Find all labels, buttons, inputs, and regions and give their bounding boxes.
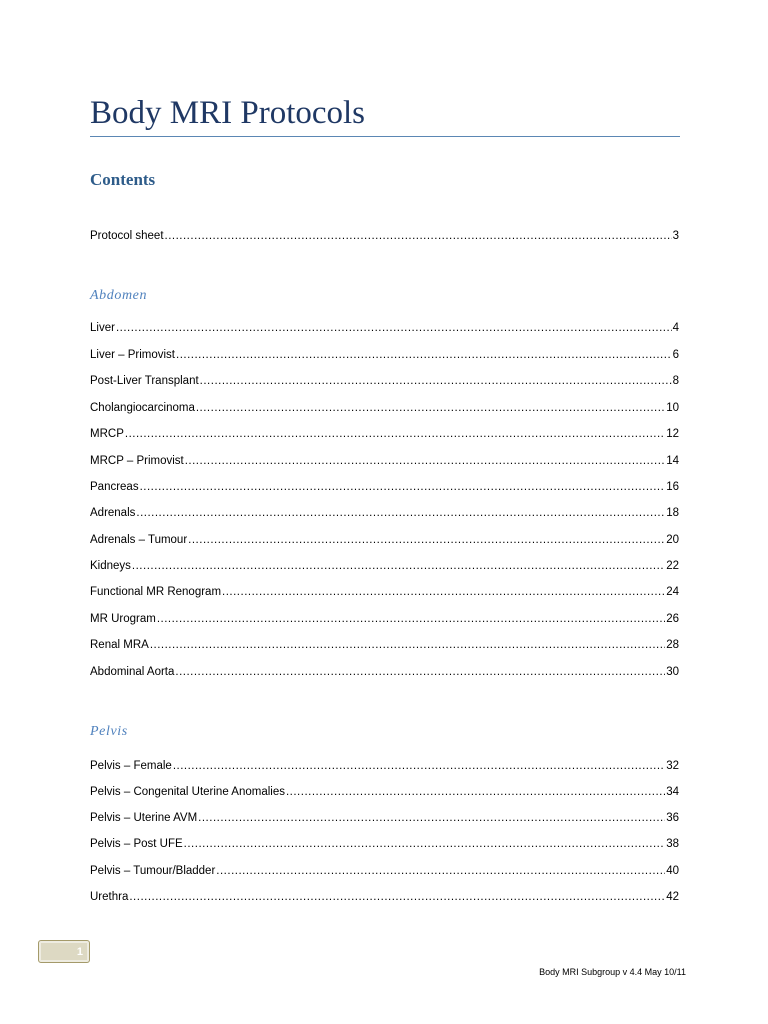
toc-entry-protocol-sheet[interactable] — [90, 228, 679, 244]
toc-entry-kidneys[interactable] — [90, 558, 679, 574]
toc-leader-dots — [176, 347, 672, 363]
toc-leader-dots — [173, 758, 665, 774]
document-title: Body MRI Protocols — [90, 95, 366, 131]
toc-entry-label: Liver — [90, 322, 115, 334]
toc-entry-pelvis-uterine-avm[interactable] — [90, 810, 679, 826]
toc-entry-label: Pancreas — [90, 481, 139, 493]
toc-page-number: 12 — [666, 428, 679, 440]
toc-entry-label: Pelvis – Post UFE — [90, 838, 183, 850]
toc-page-number: 32 — [666, 760, 679, 772]
toc-leader-dots — [140, 479, 666, 495]
section-heading-pelvis: Pelvis — [90, 724, 128, 739]
toc-entry-cholangiocarcinoma[interactable] — [90, 400, 679, 416]
toc-page-number: 26 — [666, 613, 679, 625]
toc-leader-dots — [132, 558, 665, 574]
toc-leader-dots — [157, 611, 665, 627]
toc-entry-liver[interactable] — [90, 320, 679, 336]
toc-entry-label: Liver – Primovist — [90, 349, 175, 361]
toc-page-number: 24 — [666, 586, 679, 598]
toc-entry-post-liver-transplant[interactable] — [90, 373, 679, 389]
toc-page-number: 42 — [666, 891, 679, 903]
toc-entry-adrenals[interactable] — [90, 505, 679, 521]
toc-leader-dots — [216, 863, 665, 879]
toc-entry-label: Protocol sheet — [90, 230, 164, 242]
toc-page-number: 34 — [666, 786, 679, 798]
toc-entry-label: MR Urogram — [90, 613, 156, 625]
toc-page-number: 28 — [666, 639, 679, 651]
toc-leader-dots — [136, 505, 665, 521]
toc-leader-dots — [222, 584, 665, 600]
toc-entry-pelvis-tumour-bladder[interactable] — [90, 863, 679, 879]
page-number: 1 — [76, 945, 83, 958]
toc-page-number: 40 — [666, 865, 679, 877]
toc-leader-dots — [150, 637, 665, 653]
toc-page-number: 20 — [666, 534, 679, 546]
footer-version-text: Body MRI Subgroup v 4.4 May 10/11 — [539, 967, 686, 977]
toc-entry-label: Post-Liver Transplant — [90, 375, 199, 387]
toc-entry-label: Kidneys — [90, 560, 131, 572]
toc-entry-pelvis-female[interactable] — [90, 758, 679, 774]
toc-leader-dots — [185, 453, 665, 469]
toc-leader-dots — [198, 810, 665, 826]
toc-entry-label: Cholangiocarcinoma — [90, 402, 195, 414]
toc-leader-dots — [286, 784, 665, 800]
toc-leader-dots — [165, 228, 672, 244]
toc-entry-label: MRCP — [90, 428, 124, 440]
toc-entry-label: Adrenals – Tumour — [90, 534, 188, 546]
toc-entry-liver-primovist[interactable] — [90, 347, 679, 363]
toc-entry-label: Abdominal Aorta — [90, 666, 175, 678]
toc-leader-dots — [200, 373, 672, 389]
toc-page-number: 16 — [666, 481, 679, 493]
toc-entry-mrcp[interactable] — [90, 426, 679, 442]
toc-entry-label: Pelvis – Congenital Uterine Anomalies — [90, 786, 285, 798]
toc-page-number: 18 — [666, 507, 679, 519]
toc-entry-functional-mr-renogram[interactable] — [90, 584, 679, 600]
toc-leader-dots — [196, 400, 665, 416]
toc-page-number: 38 — [666, 838, 679, 850]
toc-page-number: 6 — [672, 349, 679, 361]
toc-page-number: 10 — [666, 402, 679, 414]
toc-entry-abdominal-aorta[interactable] — [90, 664, 679, 680]
toc-entry-label: Functional MR Renogram — [90, 586, 222, 598]
toc-page-number: 3 — [672, 230, 679, 242]
toc-entry-label: Pelvis – Uterine AVM — [90, 812, 198, 824]
toc-leader-dots — [188, 532, 665, 548]
section-heading-abdomen: Abdomen — [90, 288, 148, 303]
toc-leader-dots — [116, 320, 672, 336]
toc-entry-pelvis-congenital-uterine-anomalies[interactable] — [90, 784, 679, 800]
toc-page-number: 14 — [666, 455, 679, 467]
toc-leader-dots — [129, 889, 665, 905]
toc-entry-label: Renal MRA — [90, 639, 149, 651]
toc-page-number: 4 — [672, 322, 679, 334]
toc-entry-adrenals-tumour[interactable] — [90, 532, 679, 548]
contents-heading: Contents — [90, 170, 156, 189]
toc-entry-pelvis-post-ufe[interactable] — [90, 836, 679, 852]
toc-entry-pancreas[interactable] — [90, 479, 679, 495]
toc-entry-mrcp-primovist[interactable] — [90, 453, 679, 469]
toc-entry-label: Pelvis – Tumour/Bladder — [90, 865, 216, 877]
toc-entry-renal-mra[interactable] — [90, 637, 679, 653]
toc-entry-urethra[interactable] — [90, 889, 679, 905]
toc-leader-dots — [184, 836, 666, 852]
toc-page-number: 22 — [666, 560, 679, 572]
toc-entry-label: MRCP – Primovist — [90, 455, 184, 467]
toc-page-number: 36 — [666, 812, 679, 824]
toc-page-number: 30 — [666, 666, 679, 678]
title-divider — [90, 136, 680, 137]
toc-leader-dots — [125, 426, 665, 442]
toc-entry-label: Pelvis – Female — [90, 760, 172, 772]
toc-entry-mr-urogram[interactable] — [90, 611, 679, 627]
toc-entry-label: Urethra — [90, 891, 129, 903]
page-number-tab — [38, 940, 90, 963]
toc-leader-dots — [175, 664, 665, 680]
toc-page-number: 8 — [672, 375, 679, 387]
toc-entry-label: Adrenals — [90, 507, 136, 519]
